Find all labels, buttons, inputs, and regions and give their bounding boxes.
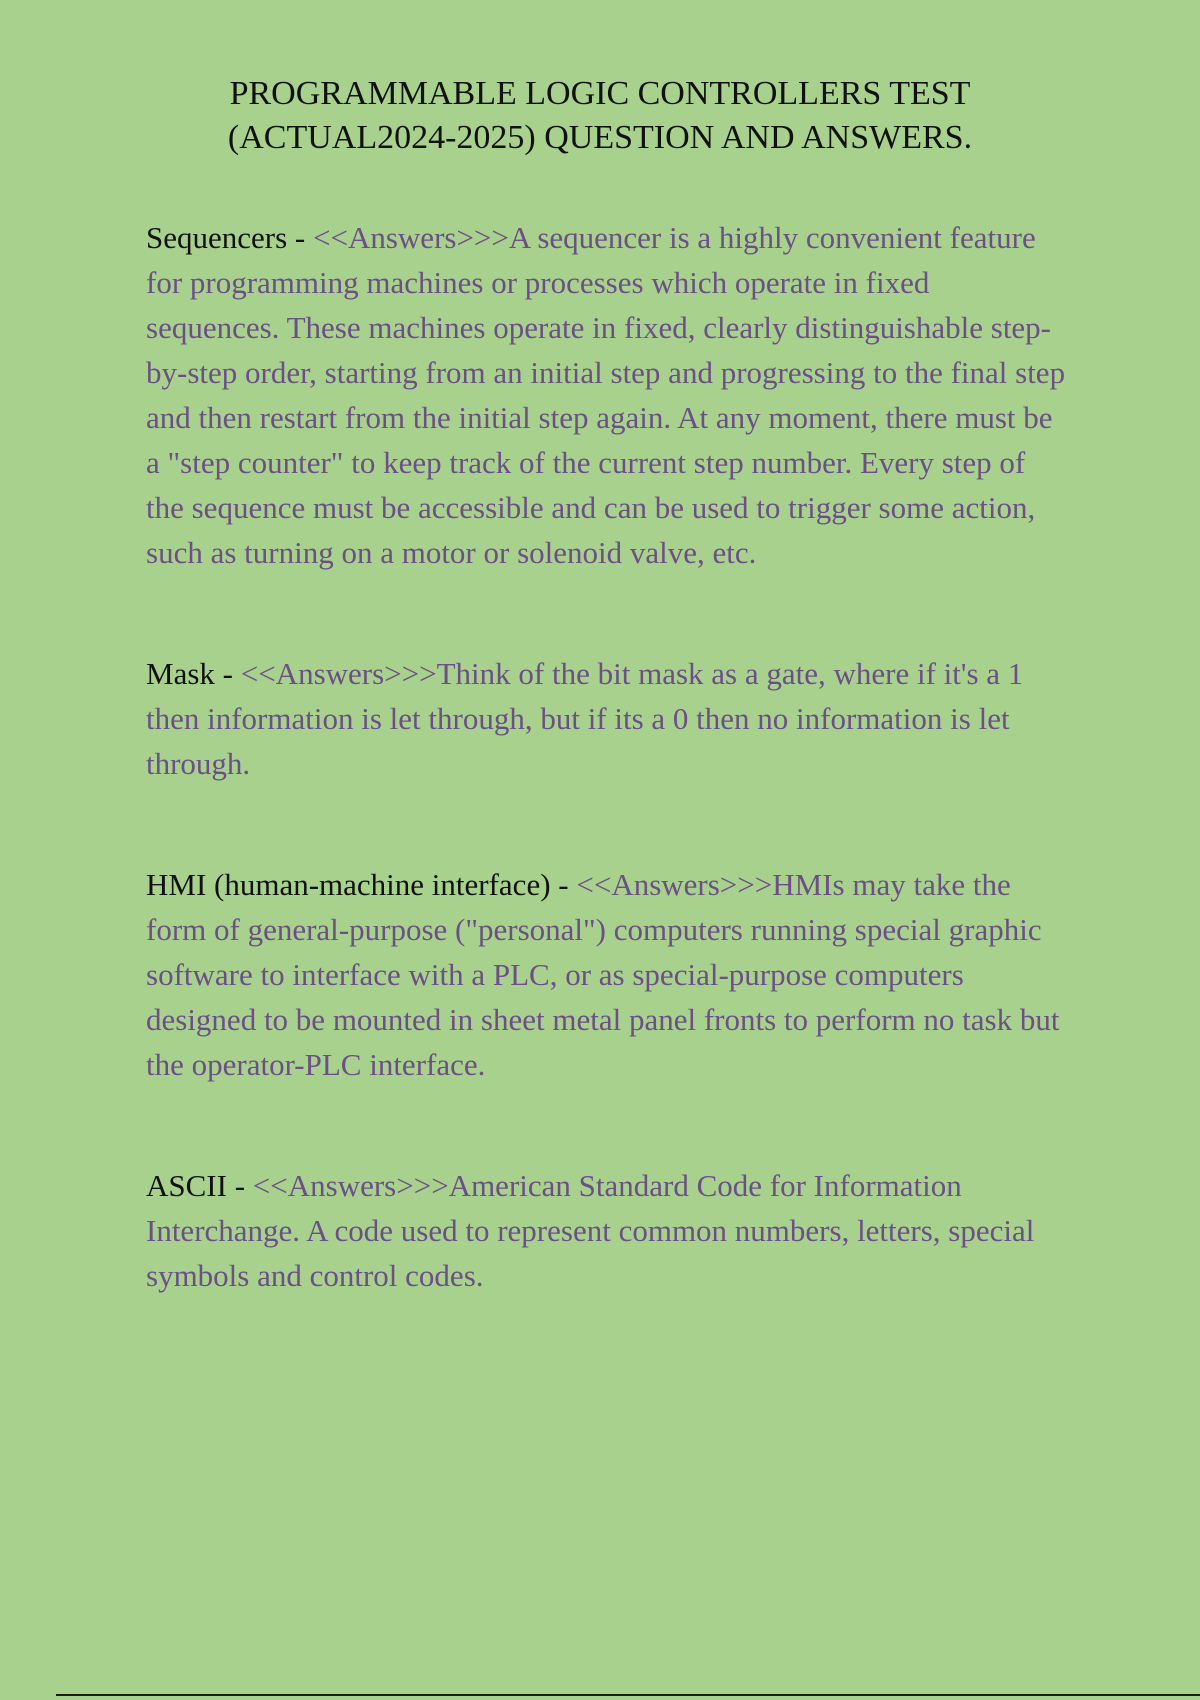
qa-list — [146, 215, 1066, 1374]
title-line-2: (ACTUAL2024-2025) QUESTION AND ANSWERS. — [227, 119, 973, 156]
page-title — [0, 72, 1200, 160]
qa-answer: <<Answers>>>American Standard Code for Information Interchange. A code used to represent common numbers, letters, special symbols and control codes. — [146, 1168, 1035, 1293]
qa-item-hmi — [146, 862, 1066, 1087]
qa-term: ASCII — [146, 1168, 227, 1203]
qa-term: Sequencers — [146, 220, 288, 255]
qa-item-ascii — [146, 1163, 1066, 1298]
qa-separator: - — [214, 656, 241, 691]
title-line-1: PROGRAMMABLE LOGIC CONTROLLERS TEST — [229, 75, 971, 112]
qa-separator: - — [226, 1168, 253, 1203]
qa-answer: <<Answers>>>Think of the bit mask as a gate, where if it's a 1 then information is let through, but if its a 0 then no information is let through. — [146, 656, 1024, 781]
qa-item-mask — [146, 651, 1066, 786]
qa-answer: <<Answers>>>HMIs may take the form of general-purpose ("personal") computers running special graphic software to interface with a PLC, or as special-purpose computers designed to be mounted in sheet metal panel fronts to perform no task but the operator-PLC interface. — [146, 867, 1060, 1082]
qa-answer: <<Answers>>>A sequencer is a highly convenient feature for programming machines or processes which operate in fixed sequences. These machines operate in fixed, clearly distinguishable step-by-step order, starting from an initial step and progressing to the final step and then restart from the initial step again. At any moment, there must be a "step counter" to keep track of the current step number. Every step of the sequence must be accessible and can be used to trigger some action, such as turning on a motor or solenoid valve, etc. — [146, 220, 1066, 570]
qa-term: HMI (human-machine interface) — [146, 867, 551, 902]
qa-item-sequencers — [146, 215, 1066, 575]
footer-divider — [56, 1694, 1200, 1696]
qa-separator: - — [550, 867, 577, 902]
qa-separator: - — [287, 220, 313, 255]
qa-term: Mask — [146, 656, 215, 691]
